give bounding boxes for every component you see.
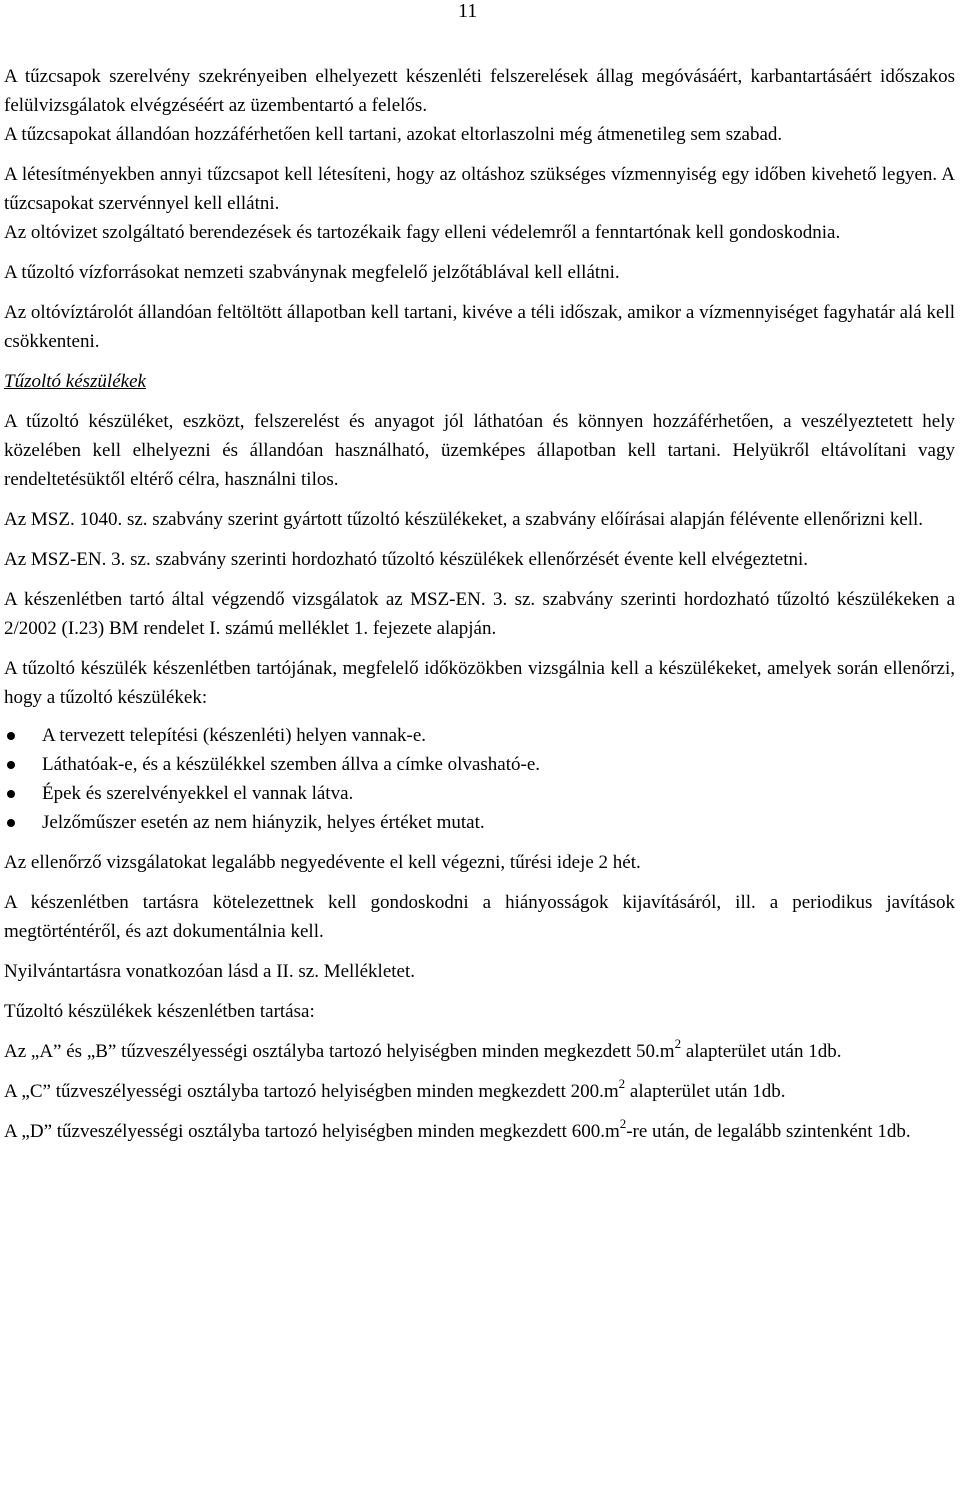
- document-body: [4, 62, 955, 1157]
- paragraph-records-reference: Nyilvántartásra vonatkozóan lásd a II. sz. Mellékletet.: [4, 961, 415, 982]
- list-item: Jelzőműszer esetén az nem hiányzik, helyes értéket mutat.: [4, 808, 955, 837]
- paragraph-maintenance-responsibility: A tűzcsapok szerelvény szekrényeiben elhelyezett készenléti felszerelések állag megóvásáért, karbantartásáért időszakos felülvizsgálatok elvégzéséért az üzembentartó a felelős.: [4, 66, 955, 116]
- paragraph-repairs: A készenlétben tartásra kötelezettnek kell gondoskodni a hiányosságok kijavításáról, ill. a periodikus javítások megtörténtéről, és azt dokumentálnia kell.: [4, 892, 955, 942]
- section-heading-extinguishers: Tűzoltó készülékek: [4, 371, 146, 392]
- bullet-icon: [7, 819, 15, 827]
- paragraph-hydrant-access: A tűzcsapokat állandóan hozzáférhetően kell tartani, azokat eltorlaszolni még átmenetileg sem szabad.: [4, 124, 783, 145]
- rule-class-c: A „C” tűzveszélyességi osztályba tartozó helyiségben minden megkezdett $200.m^2$ alapterület után 1db.: [4, 1075, 786, 1102]
- paragraph-inspections-basis: A készenlétben tartó által végzendő vizsgálatok az MSZ-EN. 3. sz. szabvány szerinti hordozható tűzoltó készülékeken a 2/2002 (I.23) BM rendelet I. számú melléklet 1. fejezete alapján.: [4, 589, 955, 639]
- paragraph-inspection-intro: A tűzoltó készülék készenlétben tartójának, megfelelő időközökben vizsgálnia kell a készülékeket, amelyek során ellenőrzi, hogy a tűzoltó készülékek:: [4, 658, 955, 708]
- paragraph-quarterly-inspection: Az ellenőrző vizsgálatokat legalább negyedévente el kell végezni, tűrési ideje 2 hét.: [4, 852, 641, 873]
- rule-class-a-b: Az „A” és „B” tűzveszélyességi osztályba tartozó helyiségben minden megkezdett $50.m^2$ alapterület után 1db.: [4, 1035, 842, 1062]
- paragraph-msz-en-3: Az MSZ-EN. 3. sz. szabvány szerinti hordozható tűzoltó készülékek ellenőrzését évente kell elvégeztetni.: [4, 549, 809, 570]
- paragraph-frost-protection: Az oltóvizet szolgáltató berendezések és tartozékaik fagy elleni védelemről a fenntartónak kell gondoskodnia.: [4, 222, 841, 243]
- list-item: Épek és szerelvényekkel el vannak látva.: [4, 779, 955, 808]
- rule-class-d: A „D” tűzveszélyességi osztályba tartozó helyiségben minden megkezdett $600.m^2-re$ után, de legalább szintenként 1db.: [4, 1115, 911, 1142]
- bullet-icon: [7, 761, 15, 769]
- page-number: 11: [458, 0, 478, 22]
- list-item: A tervezett telepítési (készenléti) helyen vannak-e.: [4, 721, 955, 750]
- inspection-checklist: [4, 721, 955, 837]
- bullet-icon: [7, 790, 15, 798]
- paragraph-msz-1040: Az MSZ. 1040. sz. szabvány szerint gyártott tűzoltó készülékeket, a szabvány előírásai alapján félévente ellenőrizni kell.: [4, 509, 924, 530]
- paragraph-water-storage: Az oltóvíztárolót állandóan feltöltött állapotban kell tartani, kivéve a téli időszak, amikor a vízmennyiséget fagyhatár alá kell csökkenteni.: [4, 302, 955, 352]
- paragraph-signage: A tűzoltó vízforrásokat nemzeti szabványnak megfelelő jelzőtáblával kell ellátni.: [4, 262, 620, 283]
- bullet-icon: [7, 732, 15, 740]
- section-heading-readiness: Tűzoltó készülékek készenlétben tartása:: [4, 1001, 315, 1022]
- paragraph-hydrant-count: A létesítményekben annyi tűzcsapot kell létesíteni, hogy az oltáshoz szükséges vízmennyiség egy időben kivehető legyen. A tűzcsapokat szervénnyel kell ellátni.: [4, 164, 955, 214]
- list-item: Láthatóak-e, és a készülékkel szemben állva a címke olvasható-e.: [4, 750, 955, 779]
- paragraph-extinguisher-placement: A tűzoltó készüléket, eszközt, felszerelést és anyagot jól láthatóan és könnyen hozzáférhetően, a veszélyeztetett hely közelében kell elhelyezni és állandóan használható, üzemképes állapotban kell tartani. Helyükről eltávolítani vagy rendeltetésüktől eltérő célra, használni tilos.: [4, 411, 955, 490]
